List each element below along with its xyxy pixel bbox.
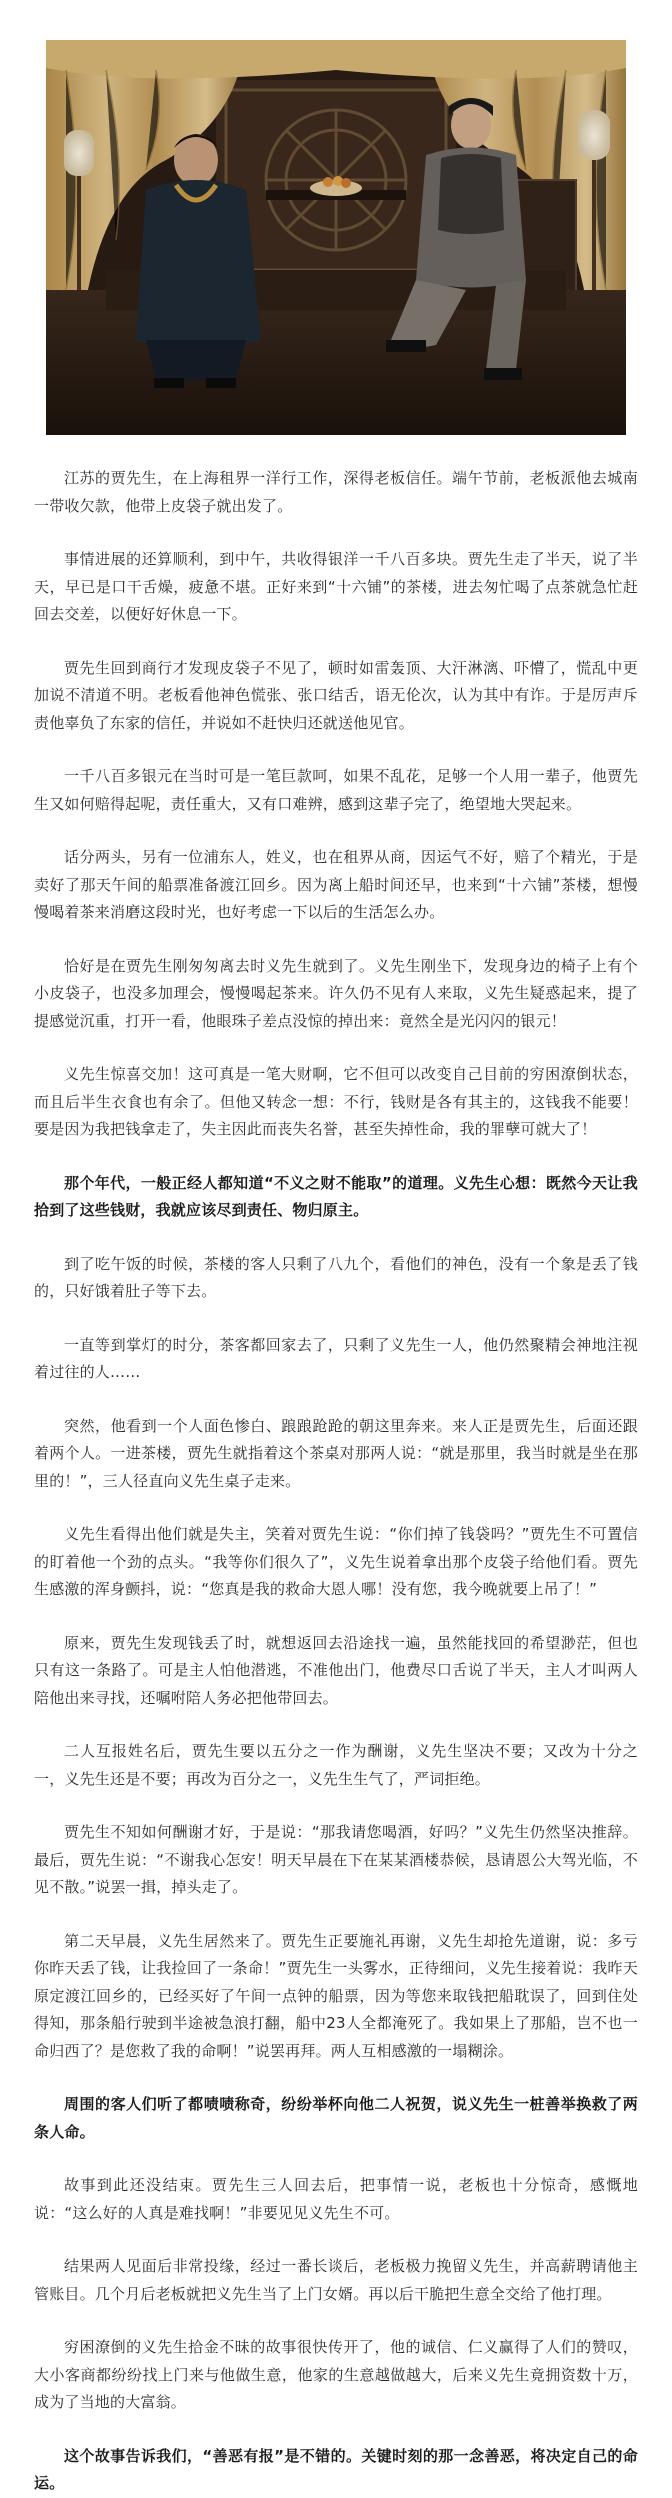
article-paragraph: 恰好是在贾先生刚匆匆离去时义先生就到了。义先生刚坐下，发现身边的椅子上有个小皮袋子，也没多加理会，慢慢喝起茶来。许久仍不见有人来取，义先生疑惑起来，提了提感觉沉重，打开一看，他眼珠子差点没惊的掉出来：竟然全是光闪闪的银元！: [34, 956, 638, 1030]
article-paragraph: 突然，他看到一个人面色惨白、踉踉跄跄的朝这里奔来。来人正是贾先生，后面还跟着两个人。一进茶楼，贾先生就指着这个茶桌对那两人说：“就是那里，我当时就是坐在那里的！”，三人径直向义先生桌子走来。: [34, 1416, 638, 1490]
article-paragraph: 贾先生回到商行才发现皮袋子不见了，顿时如雷轰顶、大汗淋漓、吓懵了，慌乱中更加说不清道不明。老板看他神色慌张、张口结舌，语无伦次，认为其中有诈。于是厉声斥责他辜负了东家的信任，并说如不赶快归还就送他见官。: [34, 658, 638, 732]
article-paragraph: 故事到此还没结束。贾先生三人回去后，把事情一说，老板也十分惊奇，感慨地说：“这么好的人真是难找啊！”非要见见义先生不可。: [34, 2176, 638, 2222]
article-paragraph: 第二天早晨，义先生居然来了。贾先生正要施礼再谢，义先生却抢先道谢，说：多亏你昨天丢了钱，让我捡回了一条命！”贾先生一头雾水，正待细问，义先生接着说：我昨天原定渡江回乡的，已经买好了午间一点钟的船票，因为等您来取钱把船耽误了，回到住处得知，那条船行驶到半途被急浪打翻，船中23人全都淹死了。我如果上了那船，岂不也一命归西了？是您救了我的命啊！”说罢再拜。两人互相感激的一塌糊涂。: [34, 1931, 638, 2060]
article-paragraph: 义先生惊喜交加！这可真是一笔大财啊，它不但可以改变自己目前的穷困潦倒状态，而且后半生衣食也有余了。但他又转念一想：不行，钱财是各有其主的，这钱我不能要！要是因为我把钱拿走了，失主因此而丧失名誉，甚至失掉性命，我的罪孽可就大了！: [34, 1065, 638, 1138]
article-body: [34, 465, 638, 2498]
article-paragraph: 周围的客人们听了都啧啧称奇，纷纷举杯向他二人祝贺，说义先生一桩善举换救了两条人命。: [34, 2095, 638, 2141]
illustration-photo: [46, 40, 626, 435]
article-paragraph: 二人互报姓名后，贾先生要以五分之一作为酬谢，义先生坚决不要；又改为十分之一，义先生还是不要；再改为百分之一，义先生生气了，严词拒绝。: [34, 1742, 638, 1788]
article-paragraph: 到了吃午饭的时候，茶楼的客人只剩了八九个，看他们的神色，没有一个象是丢了钱的，只好饿着肚子等下去。: [34, 1254, 638, 1300]
article-paragraph: 穷困潦倒的义先生拾金不昧的故事很快传开了，他的诚信、仁义赢得了人们的赞叹，大小客商都纷纷找上门来与他做生意，他家的生意越做越大，后来义先生竟拥资数十万，成为了当地的大富翁。: [34, 2338, 638, 2411]
article-paragraph: 义先生看得出他们就是失主，笑着对贾先生说：“你们掉了钱袋吗？”贾先生不可置信的盯着他一个劲的点头。“我等你们很久了”，义先生说着拿出那个皮袋子给他们看。贾先生感激的浑身颤抖，说：“您真是我的救命大恩人哪！没有您，我今晚就要上吊了！”: [34, 1525, 638, 1598]
article-paragraph: 事情进展的还算顺利，到中午，共收得银洋一千八百多块。贾先生走了半天，说了半天，早已是口干舌燥，疲惫不堪。正好来到“十六铺”的茶楼，进去匆忙喝了点茶就急忙赶回去交差，以便好好休息一下。: [34, 550, 638, 623]
article-paragraph: 这个故事告诉我们，“善恶有报”是不错的。关键时刻的那一念善恶，将决定自己的命运。: [34, 2446, 638, 2492]
article-paragraph: 江苏的贾先生，在上海租界一洋行工作，深得老板信任。端午节前，老板派他去城南一带收欠款，他带上皮袋子就出发了。: [34, 469, 638, 515]
article-paragraph: 一直等到掌灯的时分，茶客都回家去了，只剩了义先生一人，他仍然聚精会神地注视着过往的人……: [34, 1335, 638, 1381]
article-paragraph: 一千八百多银元在当时可是一笔巨款呵，如果不乱花，足够一个人用一辈子，他贾先生又如何赔得起呢，责任重大，又有口难辨，感到这辈子完了，绝望地大哭起来。: [34, 767, 638, 813]
story-illustration: [46, 40, 626, 435]
article-paragraph: 结果两人见面后非常投缘，经过一番长谈后，老板极力挽留义先生，并高薪聘请他主管账目。几个月后老板就把义先生当了上门女婿。再以后干脆把生意全交给了他打理。: [34, 2257, 638, 2303]
article-paragraph: 原来，贾先生发现钱丢了时，就想返回去沿途找一遍，虽然能找回的希望渺茫，但也只有这一条路了。可是主人怕他潜逃，不准他出门，他费尽口舌说了半天，主人才叫两人陪他出来寻找，还嘱咐陪人务必把他带回去。: [34, 1633, 638, 1707]
article-paragraph: 贾先生不知如何酬谢才好，于是说：“那我请您喝酒，好吗？”义先生仍然坚决推辞。最后，贾先生说：“不谢我心怎安！明天早晨在下在某某酒楼恭候，恳请恩公大驾光临，不见不散。”说罢一揖，掉头走了。: [34, 1823, 638, 1896]
article-paragraph: 那个年代，一般正经人都知道“不义之财不能取”的道理。义先生心想：既然今天让我拾到了这些钱财，我就应该尽到责任、物归原主。: [34, 1173, 638, 1219]
article-paragraph: 话分两头，另有一位浦东人，姓义，也在租界从商，因运气不好，赔了个精光，于是卖好了那天午间的船票准备渡江回乡。因为离上船时间还早，也来到“十六铺”茶楼，想慢慢喝着茶来消磨这段时光，也好考虑一下以后的生活怎么办。: [34, 848, 638, 921]
